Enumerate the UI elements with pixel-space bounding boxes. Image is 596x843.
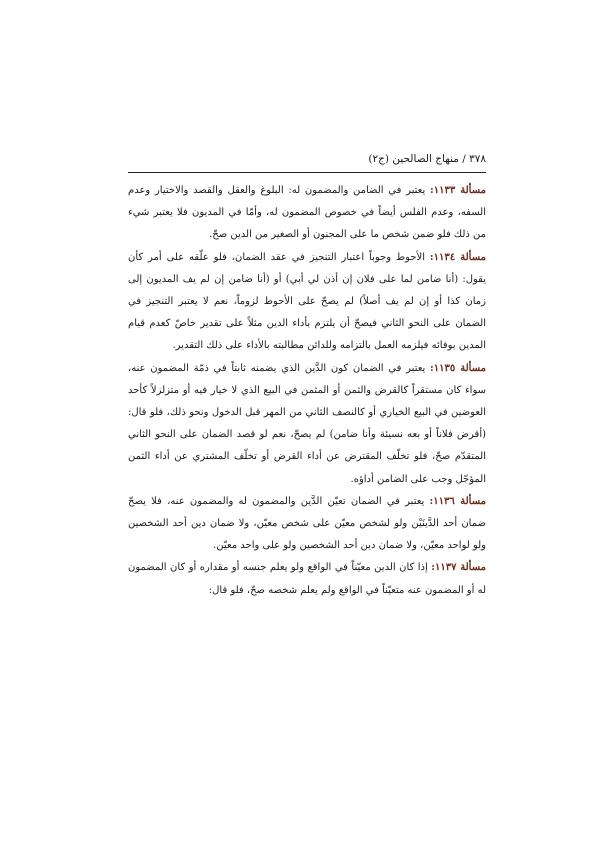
issue-label: مسألة ١١٣٥:: [430, 362, 486, 374]
running-header: ٣٧٨ / منهاج الصالحين (ج٢): [368, 153, 486, 165]
issue-label: مسألة ١١٣٣:: [430, 185, 487, 196]
paragraph-1136: [128, 491, 486, 558]
paragraph-text: يعتبر في الضمان تعيّن الدَّين والمضمون له والمضمون عنه، فلا يصحّ ضمان أحد الدَّينَيْن ولو لشخص معيّن على شخص معيّن، ولا ضمان دين أحد الشخصين ولو لواحد معيّن، ولا ضمان دين أحد الشخصين ولو على واحد معيّن.: [128, 495, 486, 552]
paragraph-text: الأحوط وجوباً اعتبار التنجيز في عقد الضمان، فلو علّقه على أمر كأن يقول: (أنا ضامن لما على فلان إن أذن لي أبي) أو (أنا ضامن إن لم يف المديون إلى زمان كذا أو إن لم يف أصلاً) لم يصحّ على الأحوط لزوماً، نعم لا يعتبر التنجيز في الضمان على النحو الثاني فيصحّ أن يلتزم بأداء الدين مثلاً على تقدير خاصّ كعدم قيام المدين بوفائه فيلزمه العمل بالتزامه وللدائن مطالبته بالأداء على ذلك التقدير.: [128, 251, 486, 352]
body-text: [128, 180, 486, 602]
paragraph-text: إذا كان الدين معيّناً في الواقع ولو يعلم جنسه أو مقداره أو كان المضمون له أو المضمون عنه متعيّناً في الواقع ولم يعلم شخصه صحّ، فلو قال:: [128, 562, 486, 596]
paragraph-1137: [128, 557, 486, 601]
issue-label: مسألة ١١٣٤:: [429, 251, 486, 263]
paragraph-1133: [128, 180, 486, 247]
issue-label: مسألة ١١٣٧:: [431, 562, 486, 574]
issue-label: مسألة ١١٣٦:: [429, 495, 486, 507]
paragraph-text: يعتبر في الضمان كون الدَّين الذي يضمنه ثابتاً في ذمّة المضمون عنه، سواء كان مستقراً كالقرض والثمن أو المثمن في البيع الذي لا خيار فيه أو متزلزلاً كأحد العوضين في البيع الخياري أو كالنصف الثاني من المهر قبل الدخول ونحو ذلك، فلو قال: (أقرض فلاناً أو بعه نسيئة وأنا ضامن) لم يصحّ، نعم لو قصد الضمان على النحو الثاني المتقدّم صحّ، فلو تخلّف المقترض عن أداء القرض أو تخلّف المشتري عن أداء الثمن المؤجّل وجب على الضامن أداؤه.: [128, 362, 486, 485]
paragraph-1134: [128, 247, 486, 358]
header-divider: [128, 172, 486, 173]
paragraph-1135: [128, 358, 486, 491]
paragraph-text: يعتبر في الضامن والمضمون له: البلوغ والعقل والقصد والاختيار وعدم السفه، وعدم الفلس أيضاً في خصوص المضمون له، وأمّا في المديون فلا يعتبر شيء من ذلك فلو ضمن شخص ما على المجنون أو الصغير من الدين صحّ.: [128, 185, 486, 241]
